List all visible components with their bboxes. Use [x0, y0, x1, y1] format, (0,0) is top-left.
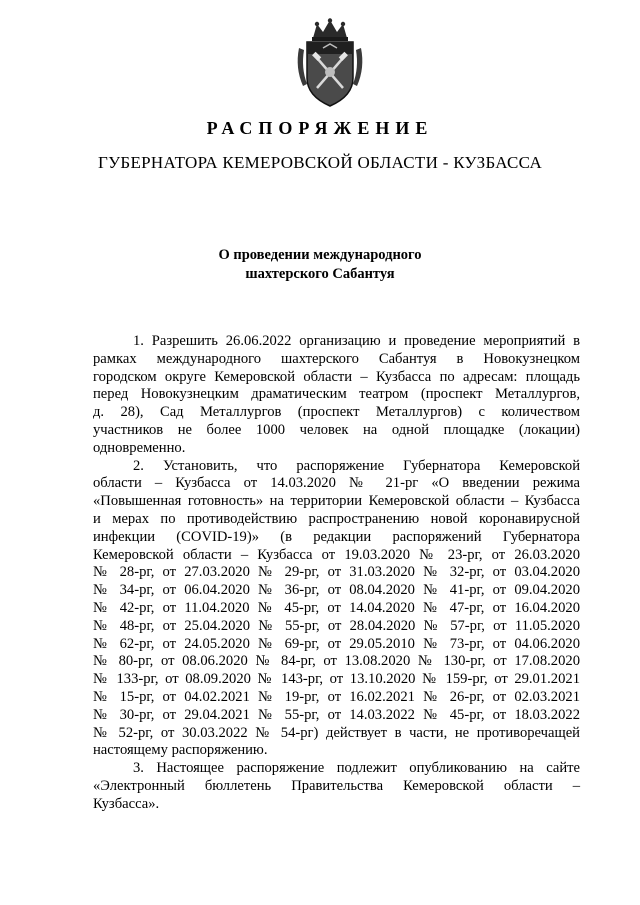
text-line: настоящему распоряжению. — [93, 742, 268, 759]
subject-line: О проведении международного — [218, 247, 422, 263]
text-line: № 48-рг, от 25.04.2020 № 55-рг, от 28.04.2020 № 57-рг, от 11.05.2020 — [93, 617, 580, 634]
text-line: № 34-рг, от 06.04.2020 № 36-рг, от 08.04.2020 № 41-рг, от 09.04.2020 — [93, 582, 580, 599]
text-line: участников не более 1000 человек на одной площадке (локации) — [93, 421, 580, 438]
text-line: области – Кузбасса от 14.03.2020 № 21-рг «О введении режима — [93, 475, 580, 492]
text-line: Кемеровской области – Кузбасса от 19.03.2020 № 23-рг, от 26.03.2020 — [93, 546, 580, 563]
text-line: рамках международного шахтерского Сабантуя в Новокузнецком — [93, 350, 580, 367]
issuing-authority: ГУБЕРНАТОРА КЕМЕРОВСКОЙ ОБЛАСТИ - КУЗБАССА — [97, 153, 543, 172]
text-line: 1. Разрешить 26.06.2022 организацию и проведение мероприятий в — [133, 333, 580, 349]
text-line: «Повышенная готовность» на территории Кемеровской области – Кузбасса — [93, 493, 580, 510]
kemerovo-coat-of-arms-icon — [293, 18, 367, 108]
text-line: № 52-рг, от 30.03.2022 № 54-рг) действует в части, не противоречащей — [93, 724, 580, 741]
text-line: № 42-рг, от 11.04.2020 № 45-рг, от 14.04.2020 № 47-рг, от 16.04.2020 — [93, 599, 580, 616]
text-line: 2. Установить, что распоряжение Губернатора Кемеровской — [133, 457, 580, 474]
paragraph-3 — [93, 760, 580, 813]
text-line: № 15-рг, от 04.02.2021 № 19-рг, от 16.02.2021 № 26-рг, от 02.03.2021 — [93, 688, 580, 705]
text-line: № 28-рг, от 27.03.2020 № 29-рг, от 31.03.2020 № 32-рг, от 03.04.2020 — [93, 564, 580, 581]
text-line: 3. Настоящее распоряжение подлежит опубликованию на сайте — [133, 760, 580, 777]
document-type-heading: РАСПОРЯЖЕНИЕ — [206, 118, 434, 138]
text-line: д. 28), Сад Металлургов (проспект Металлургов) с количеством — [93, 404, 580, 421]
text-line: перед Новокузнецким драматическим театром (проспект Металлургов, — [93, 386, 580, 403]
document-subject — [0, 246, 640, 284]
paragraph-1 — [93, 333, 580, 458]
text-line: «Электронный бюллетень Правительства Кемеровской области – — [93, 777, 580, 794]
text-line: и мерах по противодействию распространению новой коронавирусной — [93, 510, 580, 527]
text-line: городском округе Кемеровской области – Кузбасса по адресам: площадь — [93, 368, 580, 385]
document-body — [93, 333, 580, 814]
subject-line: шахтерского Сабантуя — [245, 266, 395, 282]
text-line: одновременно. — [93, 439, 186, 456]
paragraph-2 — [93, 458, 580, 761]
text-line: № 80-рг, от 08.06.2020 № 84-рг, от 13.08.2020 № 130-рг, от 17.08.2020 — [93, 653, 580, 670]
text-line: № 62-рг, от 24.05.2020 № 69-рг, от 29.05.2010 № 73-рг, от 04.06.2020 — [93, 635, 580, 652]
text-line: № 30-рг, от 29.04.2021 № 55-рг, от 14.03.2022 № 45-рг, от 18.03.2022 — [93, 706, 580, 723]
text-line: № 133-рг, от 08.09.2020 № 143-рг, от 13.10.2020 № 159-рг, от 29.01.2021 — [93, 671, 580, 688]
text-line: инфекции (COVID-19)» (в редакции распоряжений Губернатора — [93, 528, 580, 545]
text-line: Кузбасса». — [93, 795, 160, 812]
